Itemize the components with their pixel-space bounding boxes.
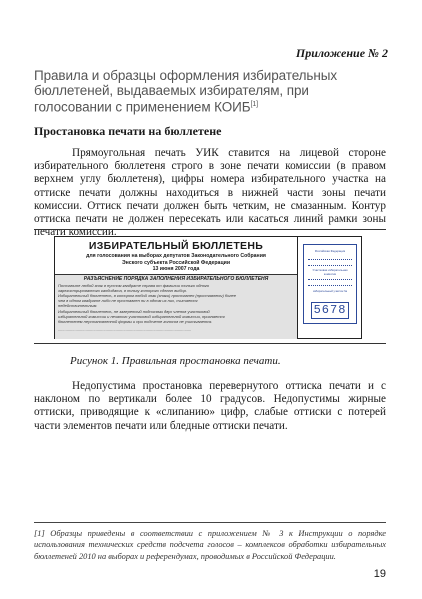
ballot-instruction-line: Избирательный бюллетень, не заверенный подписями двух членов участковой bbox=[58, 309, 210, 314]
appendix-label: Приложение № 2 bbox=[295, 46, 388, 60]
ballot-instruction-line: чем в одном квадрате либо не проставлен ни в одном из них, считается bbox=[58, 298, 198, 303]
ballot-instructions-heading: РАЗЪЯСНЕНИЕ ПОРЯДКА ЗАПОЛНЕНИЯ ИЗБИРАТЕЛЬНОГО БЮЛЛЕТЕНЯ bbox=[83, 276, 269, 282]
ballot-main-area bbox=[55, 237, 298, 338]
stamp-precinct-label: избирательный участок № bbox=[312, 289, 348, 293]
footnote-reference[interactable]: [1] bbox=[250, 101, 259, 108]
commission-stamp bbox=[303, 244, 357, 324]
stamp-dotted-line bbox=[308, 259, 352, 260]
stamp-dotted-line bbox=[308, 285, 352, 286]
figure-caption: Рисунок 1. Правильная простановка печати. bbox=[70, 355, 281, 367]
ballot-instruction-line: недействительным. bbox=[58, 303, 98, 308]
ballot-instruction-line: Поставьте любой знак в пустом квадрате справа от фамилии только одного bbox=[58, 283, 210, 288]
ballot-frame bbox=[54, 236, 362, 339]
stamp-country: Российская Федерация bbox=[314, 249, 346, 253]
ballot-instruction-line: ........................................................................................................................ bbox=[58, 327, 192, 332]
footnote-divider bbox=[34, 522, 386, 523]
stamp-commission: Участковая избирательная комиссия bbox=[312, 268, 348, 276]
footnote: [1] Образцы приведены в соответствии с приложением № 3 к Инструкции о порядке использования технических средств подсчета голосов – комплексов обработки избирательных бюллетеней 2010 на выборах и референдумах, проводимых в Российской Федерации. bbox=[34, 529, 386, 561]
stamp-precinct-number: 5678 bbox=[311, 302, 349, 319]
section-title-text: Правила и образцы оформления избирательных бюллетеней, выдаваемых избирателям, при голосовании с применением КОИБ bbox=[34, 68, 337, 115]
page-number: 19 bbox=[373, 568, 386, 580]
ballot-subtitle-line2: Энского субъекта Российской Федерации bbox=[121, 259, 231, 266]
section-title bbox=[34, 69, 374, 115]
ballot-instructions-band bbox=[55, 274, 297, 339]
paragraph-stamp-rules: Прямоугольная печать УИК ставится на лицевой стороне избирательного бюллетеня строго в зоне печати комиссии (в правом верхнем углу бюллетеня), цифры номера избирательного участка на оттиске печати должны находиться в нижней части зоны печати комиссии. Оттиск печати должен быть четким, не смазанным. Контур оттиска печати не должен пересекать или касаться линий рамки зоны печати комиссии. bbox=[34, 147, 386, 239]
ballot-instruction-line: избирательной комиссии и печатью участковой избирательной комиссии, признается bbox=[58, 314, 225, 319]
stamp-dotted-line bbox=[308, 279, 352, 280]
ballot-subtitle-line1: для голосования на выборах депутатов Законодательного Собрания bbox=[86, 253, 266, 259]
stamp-dotted-line bbox=[308, 265, 352, 266]
ballot-title: ИЗБИРАТЕЛЬНЫЙ БЮЛЛЕТЕНЬ bbox=[88, 240, 264, 252]
subheading: Простановка печати на бюллетене bbox=[34, 124, 222, 138]
ballot-stamp-zone bbox=[299, 237, 361, 338]
ballot-figure bbox=[34, 229, 386, 344]
paragraph-invalid-stamps: Недопустима простановка перевернутого оттиска печати и с наклоном по вертикали более 10 градусов. Недопустимы жирные оттиски, приводящие к «слипанию» цифр, слабые оттиски с потерей части элементов печати или бледные оттиски печати. bbox=[34, 380, 386, 432]
ballot-date: 13 июня 2007 года bbox=[152, 266, 200, 272]
ballot-instruction-line: Избирательный бюллетень, в котором любой знак (знаки) проставлен (проставлены) более bbox=[58, 293, 236, 298]
ballot-instruction-line: бюллетенем неустановленной формы и при подсчете голосов не учитывается. bbox=[58, 319, 213, 324]
ballot-instruction-line: зарегистрированного кандидата, в пользу которого сделан выбор. bbox=[58, 288, 187, 293]
